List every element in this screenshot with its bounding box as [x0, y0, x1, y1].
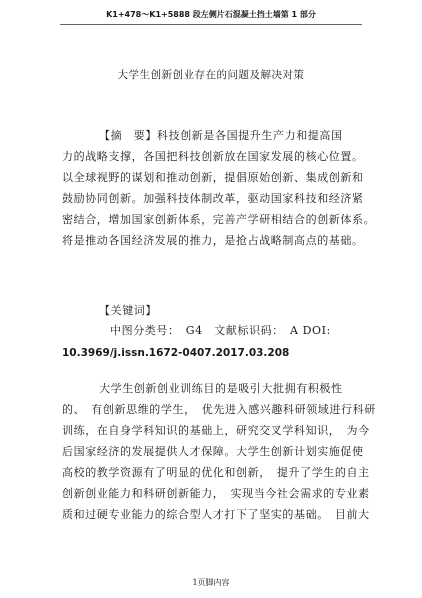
classification-line: 中图分类号： G4 文献标识码： A DOI:: [110, 324, 331, 337]
body-line: 高校的教学资源有了明显的优化和创新， 提升了学生的自主: [62, 466, 370, 479]
abstract-line: 鼓励协同创新。加强科技体制改革，驱动国家科技和经济紧: [62, 192, 364, 205]
body-line: 大学生创新创业训练目的是吸引大批拥有积极性: [99, 382, 343, 395]
abstract-line: 以全球视野的谋划和推动创新，提倡原始创新、集成创新和: [62, 171, 364, 184]
body-line: 后国家经济的发展提供人才保障。大学生创新计划实施促使: [62, 445, 364, 458]
page-footer: 1页脚内容: [192, 578, 230, 587]
body-line: 训练，在自身学科知识的基础上，研究交叉学科知识， 为今: [62, 424, 370, 437]
abstract-line: 密结合，增加国家创新体系，完善产学研相结合的创新体系。: [62, 213, 376, 226]
abstract-line: 【摘 要】科技创新是各国提升生产力和提高国: [99, 129, 343, 142]
doi-number: 10.3969/j.issn.1672-0407.2017.03.208: [62, 347, 290, 359]
body-line: 质和过硬专业能力的综合型人才打下了坚实的基础。 目前大: [62, 508, 370, 521]
abstract-line: 力的战略支撑，各国把科技创新放在国家发展的核心位置。: [62, 150, 364, 163]
abstract-line: 将是推动各国经济发展的推力，是抢占战略制高点的基础。: [62, 234, 364, 247]
keywords-label: 【关键词】: [99, 304, 157, 317]
header-rule: [60, 24, 362, 25]
body-line: 创新创业能力和科研创新能力， 实现当今社会需求的专业素: [62, 487, 370, 500]
page-header: K1+478～K1+5888 段左侧片石混凝土挡土墙第 1 部分: [106, 10, 316, 19]
document-title: 大学生创新创业存在的问题及解决对策: [117, 69, 305, 81]
body-line: 的、 有创新思维的学生， 优先进入感兴趣科研领域进行科研: [62, 403, 376, 416]
